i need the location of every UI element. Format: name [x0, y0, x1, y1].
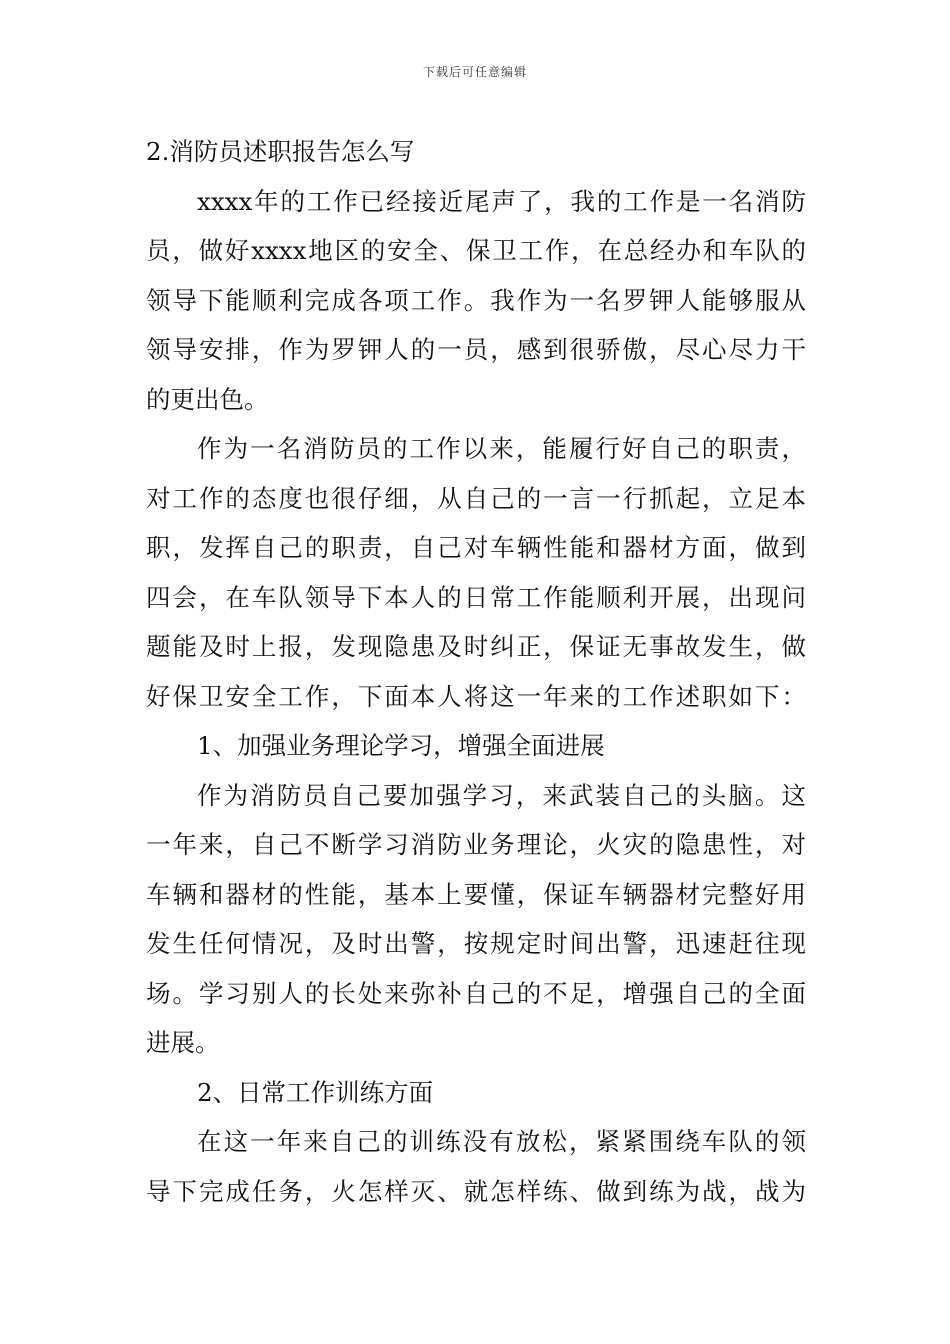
paragraph-line: 员，做好xxxx地区的安全、保卫工作，在总经办和车队的	[146, 236, 806, 265]
paragraph-line: 发生任何情况，及时出警，按规定时间出警，迅速赶往现	[146, 929, 806, 958]
paragraph-line: 导下完成任务，火怎样灭、就怎样练、做到练为战，战为	[146, 1176, 806, 1206]
subsection-heading: 1、加强业务理论学习，增强全面进展	[197, 731, 605, 760]
paragraph-line: 职，发挥自己的职责，自己对车辆性能和器材方面，做到	[146, 533, 806, 562]
paragraph-line: 场。学习别人的长处来弥补自己的不足，增强自己的全面	[146, 978, 806, 1008]
section-title: 2.消防员述职报告怎么写	[146, 137, 415, 166]
paragraph-line: 对工作的态度也很仔细，从自己的一言一行抓起，立足本	[146, 483, 806, 513]
paragraph-line: xxxx年的工作已经接近尾声了，我的工作是一名消防	[197, 186, 806, 216]
page-header: 下载后可任意编辑	[422, 65, 527, 79]
document-body	[146, 127, 806, 1216]
paragraph-line: 车辆和器材的性能，基本上要懂，保证车辆器材完整好用	[146, 879, 806, 909]
paragraph-line: 题能及时上报，发现隐患及时纠正，保证无事故发生，做	[146, 632, 806, 661]
paragraph-line: 好保卫安全工作，下面本人将这一年来的工作述职如下：	[146, 681, 806, 711]
paragraph-line: 作为消防员自己要加强学习，来武装自己的头脑。这	[197, 780, 806, 810]
paragraph-line: 一年来，自己不断学习消防业务理论，火灾的隐患性，对	[146, 830, 806, 859]
paragraph-line: 领导安排，作为罗钾人的一员，感到很骄傲，尽心尽力干	[146, 335, 806, 364]
subsection-heading: 2、日常工作训练方面	[197, 1077, 434, 1107]
paragraph-line: 进展。	[146, 1028, 220, 1057]
paragraph-line: 在这一年来自己的训练没有放松，紧紧围绕车队的领	[197, 1127, 806, 1156]
paragraph-line: 领导下能顺利完成各项工作。我作为一名罗钾人能够服从	[146, 285, 806, 315]
paragraph-line: 作为一名消防员的工作以来，能履行好自己的职责，	[197, 434, 806, 463]
paragraph-line: 的更出色。	[146, 384, 269, 414]
paragraph-line: 四会，在车队领导下本人的日常工作能顺利开展，出现问	[146, 582, 806, 612]
